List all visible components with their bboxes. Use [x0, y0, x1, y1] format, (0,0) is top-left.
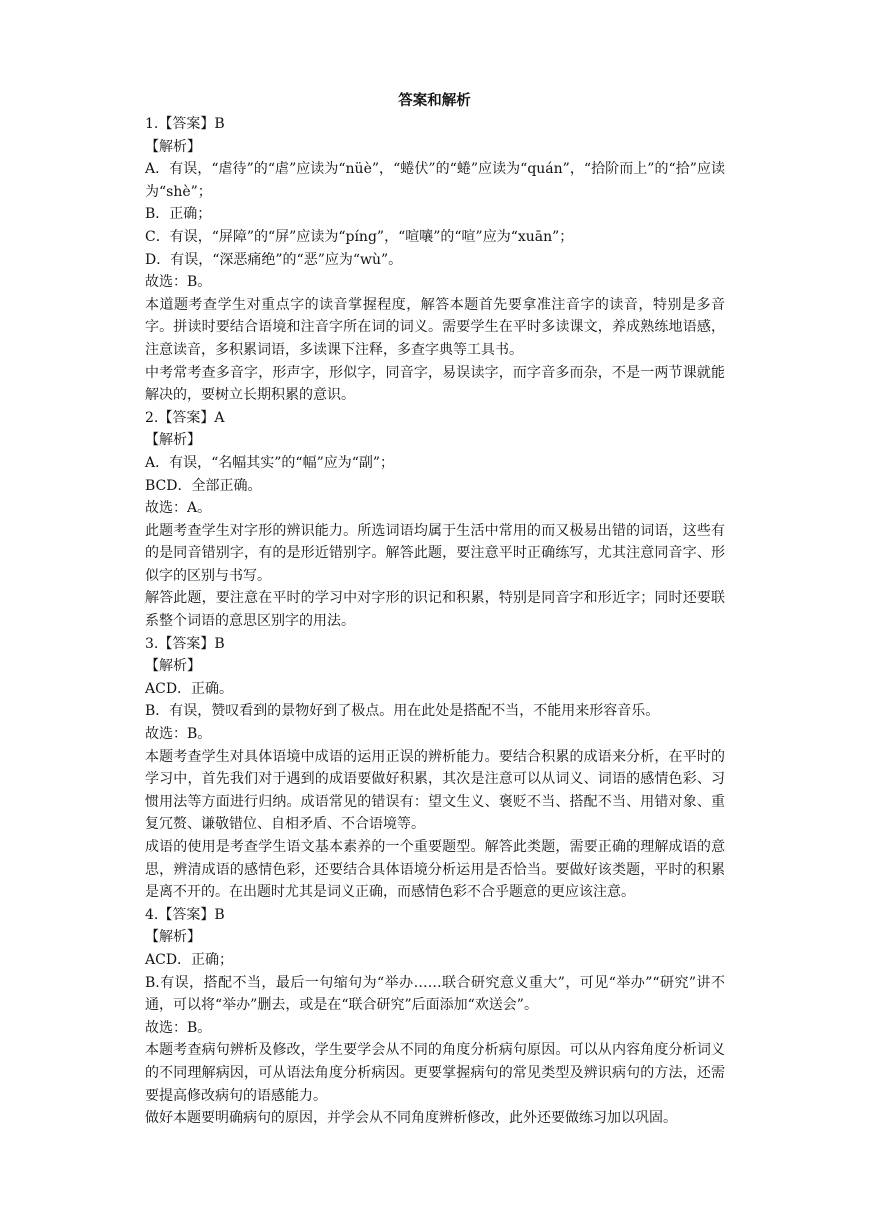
paragraph: 【解析】: [145, 432, 201, 449]
paragraph: 故选：B。: [145, 1019, 212, 1036]
paragraph: 成语的使用是考查学生语文基本素养的一个重要题型。解答此类题，需要正确的理解成语的意思，辨清成语的感情色彩，还要结合具体语境分析运用是否恰当。要做好该类题，平时的积累是离不开的。在出题时尤其是词义正确，而感情色彩不合乎题意的更应该注意。: [145, 839, 725, 901]
paragraph: BCD．全部正确。: [145, 477, 262, 494]
paragraph: 3.【答案】B: [145, 635, 225, 652]
paragraph: 1.【答案】B: [145, 116, 225, 132]
paragraph: ACD．正确；: [145, 951, 234, 968]
paragraph: 本题考查学生对具体语境中成语的运用正误的辨析能力。要结合积累的成语来分析，在平时的学习中，首先我们对于遇到的成语要做好积累，其次是注意可以从词义、词语的感情色彩、习惯用法等方面进行归纳。成语常见的错误有：望文生义、褒贬不当、搭配不当、用错对象、重复冗赘、谦敬错位、自相矛盾、不合语境等。: [145, 748, 725, 833]
paragraph: 本道题考查学生对重点字的读音掌握程度，解答本题首先要拿准注音字的读音，特别是多音字。拼读时要结合语境和注音字所在词的词义。需要学生在平时多读课文，养成熟练地语感，注意读音，多积累词语，多读课下注释，多查字典等工具书。: [145, 296, 725, 358]
paragraph: 此题考查学生对字形的辨识能力。所选词语均属于生活中常用的而又极易出错的词语，这些有的是同音错别字，有的是形近错别字。解答此题，要注意平时正确练写，尤其注意同音字、形似字的区别与书写。: [145, 522, 725, 584]
paragraph: 4.【答案】B: [145, 906, 225, 923]
paragraph: C．有误，“屏障”的“屏”应读为“píng”，“喧嚷”的“喧”应为“xuān”；: [145, 228, 574, 245]
paragraph: 【解析】: [145, 138, 201, 155]
paragraph: 故选：B。: [145, 726, 212, 743]
paragraph: 故选：B。: [145, 274, 212, 291]
paragraph: 本题考查病句辨析及修改，学生要学会从不同的角度分析病句原因。可以从内容角度分析词义的不同理解病因，可从语法角度分析病因。更要掌握病句的常见类型及辨识病句的方法，还需要提高修改病句的语感能力。: [145, 1042, 725, 1104]
paragraph: 解答此题，要注意在平时的学习中对字形的识记和积累，特别是同音字和形近字；同时还要联系整个词语的意思区别字的用法。: [145, 590, 725, 630]
paragraph: ACD．正确。: [145, 680, 234, 697]
paragraph: A．有误，“虐待”的“虐”应读为“nüè”，“蜷伏”的“蜷”应读为“quán”，“拾阶而上”的“拾”应读为“shè”；: [145, 161, 725, 200]
paragraph: B.有误，搭配不当，最后一句缩句为“举办……联合研究意义重大”，可见“举办”“研究”讲不通，可以将“举办”删去，或是在“联合研究”后面添加“欢送会”。: [145, 974, 725, 1014]
paragraph: 【解析】: [145, 658, 201, 675]
paragraph: 故选：A。: [145, 500, 212, 517]
paragraph: 做好本题要明确病句的原因，并学会从不同角度辨析修改，此外还要做练习加以巩固。: [145, 1110, 677, 1127]
paragraph: 中考常考查多音字，形声字，形似字，同音字，易误读字，而字音多而杂，不是一两节课就能解决的，要树立长期积累的意识。: [145, 364, 725, 404]
paragraph: B．有误，赞叹看到的景物好到了极点。用在此处是搭配不当，不能用来形容音乐。: [145, 703, 660, 720]
paragraph: 2.【答案】A: [145, 409, 225, 426]
paragraph: D．有误，“深恶痛绝”的“恶”应为“wù”。: [145, 251, 403, 268]
paragraph: B．正确；: [145, 206, 212, 223]
paragraph: A．有误，“名幅其实”的“幅”应为“副”；: [145, 454, 395, 471]
paragraph: 【解析】: [145, 929, 201, 946]
document-body: [145, 113, 725, 1130]
page-title: 答案和解析: [398, 93, 471, 109]
